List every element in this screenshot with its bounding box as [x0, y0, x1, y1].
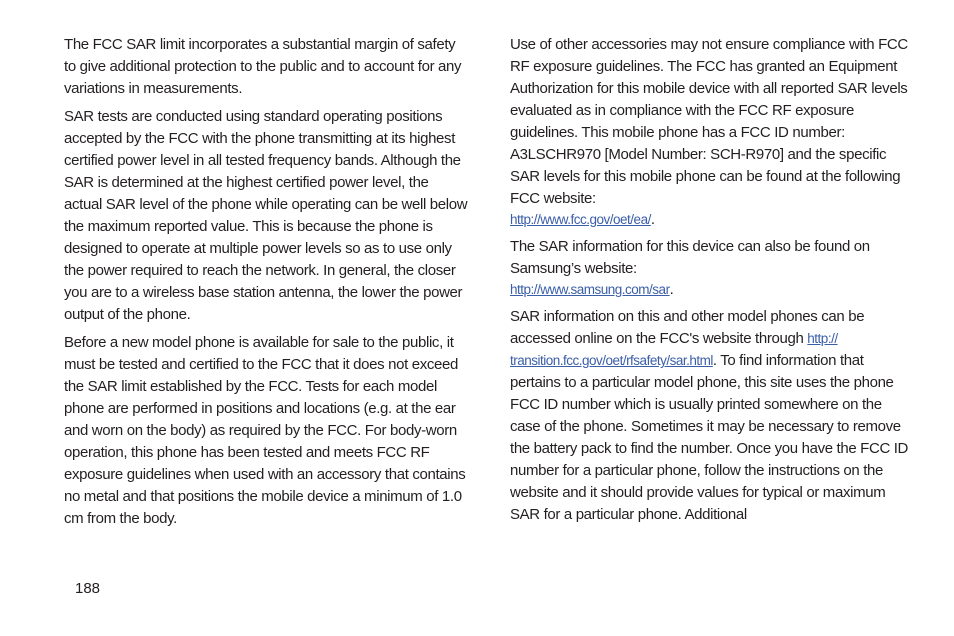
paragraph-fcc-rfsafety — [510, 306, 914, 526]
fcc-rfsafety-link-part2[interactable]: transition.fcc.gov/oet/rfsafety/sar.html — [510, 353, 713, 368]
paragraph-accessories-fcc-id — [510, 34, 914, 230]
paragraph-model-certification: Before a new model phone is available for sale to the public, it must be tested and certified to the FCC that it does not exceed the SAR limit established by the FCC. Tests for each model phone are performed in positions and locations (e.g. at the ear and worn on the body) as required by the FCC. For body-worn operation, this phone has been tested and meets FCC RF exposure guidelines when used with an accessory that contains no metal and that positions the mobile device a minimum of 1.0 cm from the body. — [64, 334, 466, 527]
samsung-sar-link[interactable]: http://www.samsung.com/sar — [510, 282, 670, 297]
paragraph-rfsafety-prefix: SAR information on this and other model phones can be accessed online on the FCC's website through — [510, 308, 865, 347]
fcc-rfsafety-link-part1[interactable]: http:// — [807, 331, 838, 346]
samsung-url-line — [510, 280, 914, 300]
left-column — [64, 34, 468, 536]
paragraph-samsung-text: The SAR information for this device can also be found on Samsung’s website: — [510, 238, 870, 277]
samsung-link-period: . — [669, 281, 674, 298]
page-number: 188 — [75, 580, 101, 597]
paragraph-rfsafety-suffix: . To find information that pertains to a particular model phone, this site uses the phone FCC ID number which is usually printed somewhere on the case of the phone. Sometimes it may be necessary to remove the battery pack to find the number. Once you have the FCC ID number for a particular phone, follow the instructions on the website and it should provide values for typical or maximum SAR for a particular phone. Additional — [510, 352, 909, 523]
fcc-url-line — [510, 210, 914, 230]
fcc-link-period: . — [650, 211, 655, 228]
paragraph-sar-tests: SAR tests are conducted using standard operating positions accepted by the FCC with the phone transmitting at its highest certified power level in all tested frequency bands. Although the SAR is determined at the highest certified power level, the actual SAR level of the phone while operating can be well below the maximum reported value. This is because the phone is designed to operate at multiple power levels so as to use only the power required to reach the network. In general, the closer you are to a wireless base station antenna, the lower the power output of the phone. — [64, 108, 468, 323]
right-column — [510, 34, 914, 532]
paragraph-samsung-website — [510, 236, 914, 300]
paragraph-accessories-text: Use of other accessories may not ensure compliance with FCC RF exposure guidelines. The FCC has granted an Equipment Authorization for this mobile device with all reported SAR levels evaluated as in compliance with the FCC RF exposure guidelines. This mobile phone has a FCC ID number: A3LSCHR970 [Model Number: SCH-R970] and the specific SAR levels for this mobile phone can be found at the following FCC website: — [510, 36, 908, 207]
fcc-website-link[interactable]: http://www.fcc.gov/oet/ea/ — [510, 212, 651, 227]
paragraph-sar-limit-margin: The FCC SAR limit incorporates a substantial margin of safety to give additional protection to the public and to account for any variations in measurements. — [64, 36, 462, 97]
